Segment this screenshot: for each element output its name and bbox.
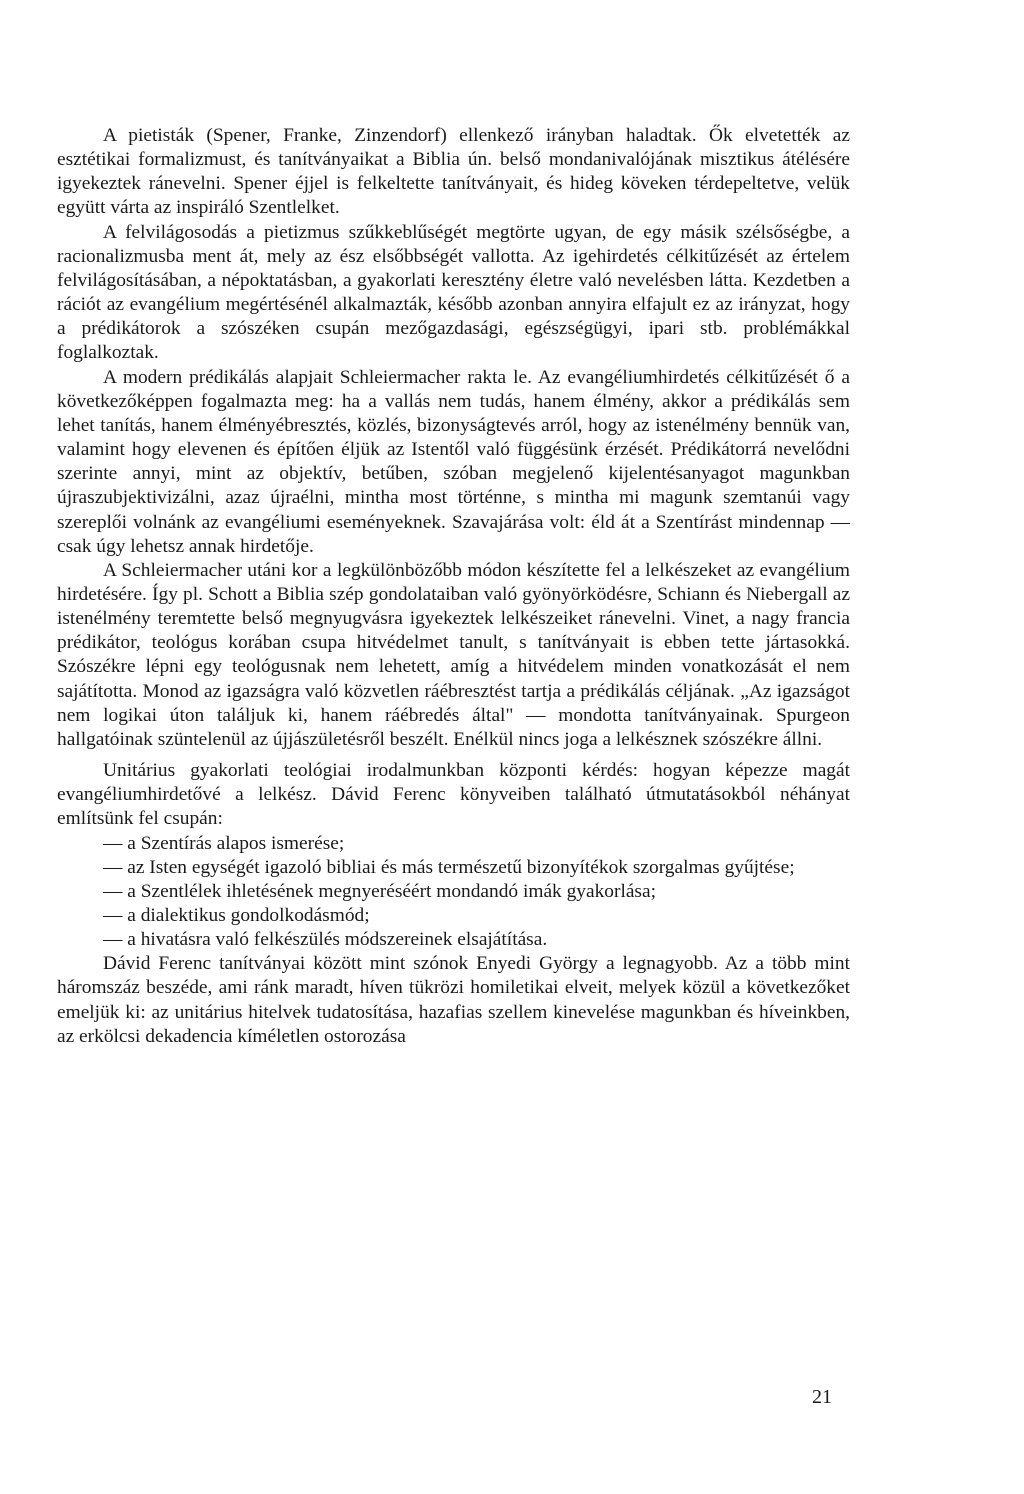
list-item: — az Isten egységét igazoló bibliai és más természetű bizonyítékok szorgalmas gyűjtése;: [103, 856, 795, 878]
paragraph-pietists: A pietisták (Spener, Franke, Zinzendorf) ellenkező irányban haladtak. Ők elvetették az esztétikai formalizmust, és tanítványaikat a Biblia ún. belső mondanivalójának misztikus átélésére igyekeztek ránevelni. Spener éjjel is felkeltette tanítványait, és hideg köveken térdepeltetve, velük együtt várta az inspiráló Szentlelket.: [57, 125, 850, 219]
paragraph-unitarian: Unitárius gyakorlati teológiai irodalmunkban központi kérdés: hogyan képezze magát evangéliumhirdetővé a lelkész. Dávid Ferenc könyveiben található útmutatásokból néhányat említsünk fel csupán:: [57, 760, 850, 830]
page-number: 21: [812, 1386, 832, 1408]
page-text: [57, 124, 850, 1049]
list-item: — a Szentlélek ihletésének megnyeréséért mondandó imák gyakorlása;: [103, 880, 656, 902]
paragraph-enlightenment: A felvilágosodás a pietizmus szűkkeblűségét megtörte ugyan, de egy másik szélsőségbe, a racionalizmusba ment át, mely az ész elsőbbségét vallotta. Az igehirdetés célkitűzését az értelem felvilágosításában, a népoktatásban, a gyakorlati keresztény életre való nevelésben látta. Kezdetben a rációt az evangélium megértésénél alkalmazták, később azonban annyira elfajult ez az irányzat, hogy a prédikátorok a szószéken csupán mezőgazdasági, egészségügyi, ipari stb. problémákkal foglalkoztak.: [57, 221, 850, 364]
list-item: — a dialektikus gondolkodásmód;: [103, 905, 370, 926]
paragraph-david-ferenc-students: Dávid Ferenc tanítványai között mint szónok Enyedi György a legnagyobb. Az a több mint háromszáz beszéde, ami ránk maradt, híven tükrözi homiletikai elveit, melyek közül a következőket emeljük ki: az unitárius hitelvek tudatosítása, hazafias szellem kinevelése magunkban és híveinkben, az erkölcsi dekadencia kíméletlen ostorozása: [57, 953, 850, 1047]
list-item: — a hivatásra való felkészülés módszereinek elsajátítása.: [103, 929, 548, 951]
list-item: — a Szentírás alapos ismerése;: [103, 832, 345, 854]
paragraph-schleiermacher: A modern prédikálás alapjait Schleiermacher rakta le. Az evangéliumhirdetés célkitűzését ő a következőképpen fogalmazta meg: ha a vallás nem tudás, hanem élmény, akkor a prédikálás sem lehet tanítás, hanem élményébresztés, közlés, bizonyságtevés arról, hogy az istenélmény bennük van, valamint hogy elevenen és építően éljük az Istentől való függésünk érzését. Prédikátorrá nevelődni szerinte annyi, mint az objektív, betűben, szóban megjelenő kijelentésanyagot magunkban újraszubjektivizálni, azaz újraélni, mintha most történne, s mintha mi magunk szemtanúi vagy szereplői volnánk az evangéliumi eseményeknek. Szavajárása volt: éld át a Szentírást mindennap — csak úgy lehetsz annak hirdetője.: [57, 366, 850, 557]
paragraph-after-schleiermacher: A Schleiermacher utáni kor a legkülönbözőbb módon készítette fel a lelkészeket az evangélium hirdetésére. Így pl. Schott a Biblia szép gondolataiban való gyönyörködésre, Schiann és Niebergall az istenélmény teremtette belső megnyugvásra igyekeztek lelkészeiket ránevelni. Vinet, a nagy francia prédikátor, teológus korában csupa hitvédelmet tanult, s tanítványait is ebben tette jártasokká. Szószékre lépni egy teológusnak nem lehetett, amíg a hitvédelem minden vonatkozását el nem sajátította. Monod az igazságra való közvetlen ráébresztést tartja a prédikálás céljának. „Az igazságot nem logikai úton találjuk ki, hanem ráébredés által" — mondotta tanítványainak. Spurgeon hallgatóinak szüntelenül az újjászületésről beszélt. Enélkül nincs joga a lelkésznek szószékre állni.: [57, 559, 850, 750]
